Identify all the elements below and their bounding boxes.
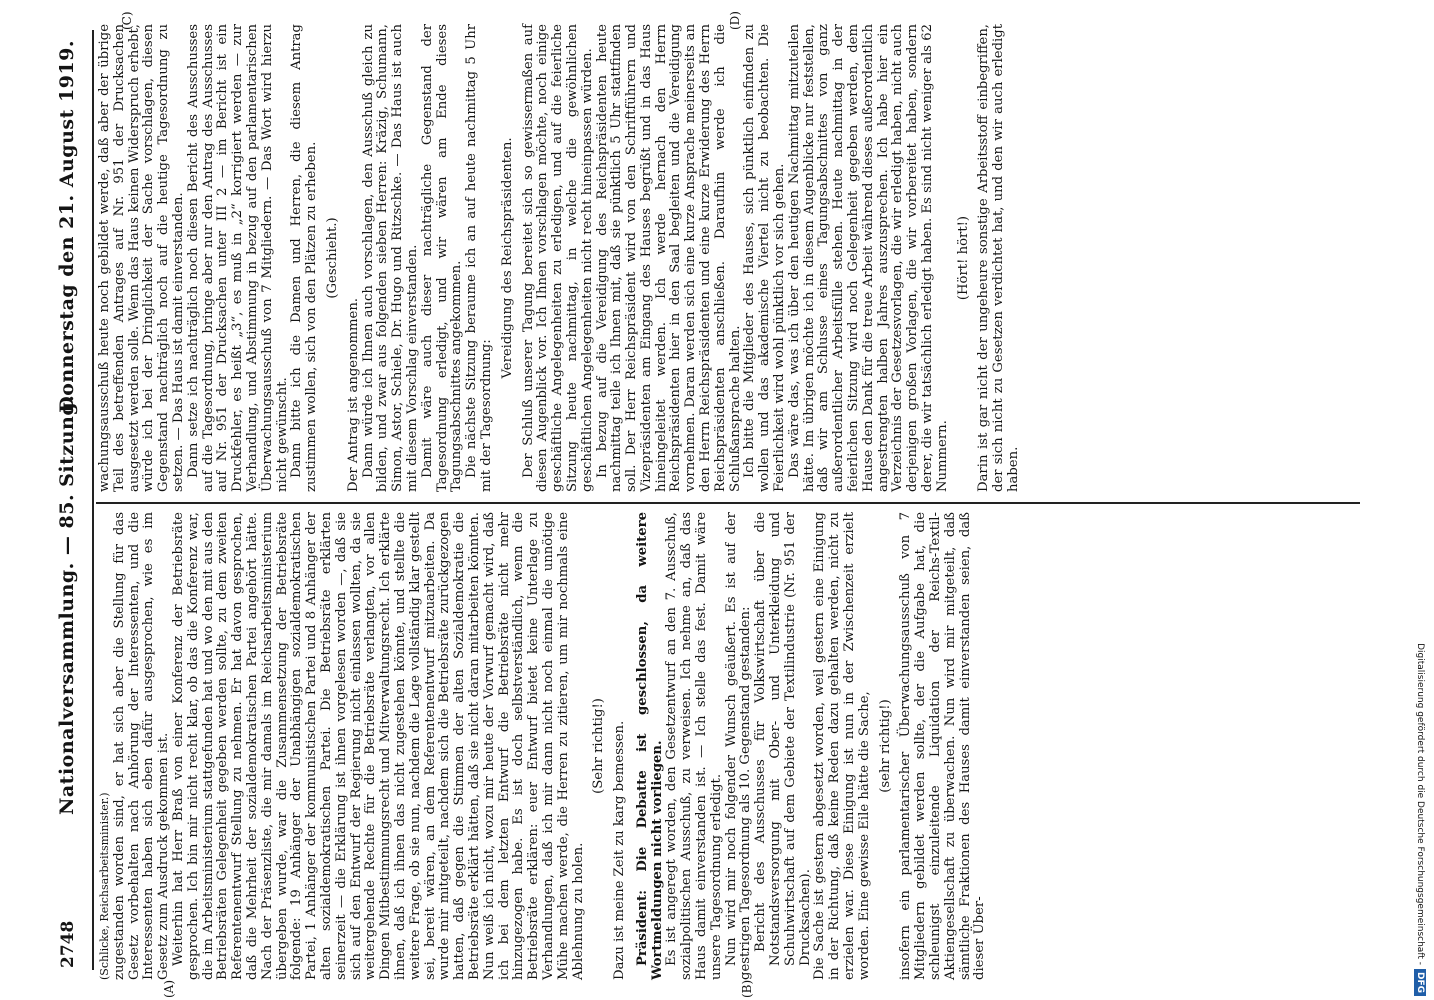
paragraph: insofern ein parlamentarischer Überwachungsausschuß von 7 Mitgliedern gebildet werden sollte, der die Aufgabe hat, die schleunigst einzuleitende Liquidation der Reichs-Textil-Aktiengesellschaft zu überwachen. Nun wird mir mitgeteilt, daß sämtliche Fraktionen des Hauses damit einverstanden seien, daß dieser Über- <box>898 512 988 980</box>
marginal-d: (D) <box>728 11 742 30</box>
marginal-c: (C) <box>120 11 134 30</box>
paragraph: Das wäre das, was ich über den heutigen Nachmittag mitzuteilen hätte. Im übrigen möchte ich in diesem Augenblicke nur feststellen, daß wir am Schlusse eines Tagungsabschnittes von ganz außerordentlicher Arbeitsfülle stehen. Heute nachmittag in der feierlichen Sitzung wird noch Gelegenheit gegeben werden, dem Hause den Dank für die treue Arbeit während dieses außerordentlich angestrengten halben Jahres auszusprechen. Ich habe hier ein Verzeichnis der Gesetzesvorlagen, die wir erledigt haben, nicht auch derjenigen großen Vorlagen, die wir vorbereitet haben, sondern derer, die wir tatsächlich erledigt haben. Es sind nicht weniger als 62 Nummern. <box>786 24 950 492</box>
paragraph: Es ist angeregt worden, den Gesetzentwurf an den 7. Ausschuß, sozialpolitischen Ausschuß, zu verweisen. Ich nehme an, daß das Haus damit einverstanden ist. — Ich stelle das fest. Damit wäre unsere Tagesordnung erledigt. <box>664 512 724 980</box>
page-number: 2748 <box>58 920 78 968</box>
session-date: Donnerstag den 21. August 1919. <box>56 40 78 413</box>
speaker-note: (Schlicke, Reichsarbeitsminister.) <box>98 792 111 980</box>
credit-text: Digitalisierung gefördert durch die Deutsche Forschungsgemeinschaft - <box>1415 643 1425 965</box>
right-column <box>98 24 1022 492</box>
page-header <box>52 10 88 990</box>
agenda-item: Vereidigung des Reichspräsidenten. <box>499 137 515 379</box>
paragraph: Dann bitte ich die Damen und Herren, die diesem Antrag zustimmen wollen, sich von den Plätzen zu erheben. <box>289 24 320 492</box>
dfg-logo: DFG <box>1414 969 1426 996</box>
paragraph: Nun wird mir noch folgender Wunsch geäußert. Es ist auf der gestrigen Tagesordnung als 10. Gegenstand gestanden: <box>723 512 754 980</box>
paragraph: Der Schluß unserer Tagung bereitet sich so gewissermaßen auf diesen Augenblick vor. Ich Ihnen vorschlagen möchte, noch einige geschäftliche Angelegenheiten zu erledigen, und auf die feierliche Sitzung heute nachmittag, in welche die gewöhnlichen geschäftlichen Angelegenheiten nicht recht hineinpassen würden. <box>520 24 595 492</box>
paragraph: Der Antrag ist angenommen. <box>345 297 361 492</box>
interjection: (Hört! hört!) <box>955 215 971 301</box>
header-rule <box>92 30 94 970</box>
running-title: Nationalversammlung. — 85. Sitzung. <box>56 394 78 815</box>
paragraph: Ich bitte die Mitglieder des Hauses, sich pünktlich einfinden zu wollen und das akademische Viertel nicht zu beobachten. Die Feierlichkeit wird wohl pünktlich vor sich gehen. <box>742 24 788 492</box>
paragraph: Dann setze ich nachträglich noch diesen Bericht des Ausschusses auf die Tagesordnung, bringe aber nur den Antrag des Ausschusses auf Nr. 951 der Drucksachen unter III 2 — im Bericht ist ein Druckfehler, es heißt „3“, es muß in „2“ korrigiert werden — zur Verhandlung, und Abstimmung in bezug auf den parlamentarischen Überwachungsausschuß von 7 Mitgliedern. — Das Wort wird hierzu nicht gewünscht. <box>185 24 290 492</box>
interjection: (Sehr richtig!) <box>591 698 607 794</box>
paragraph: Darin ist gar nicht der ungeheure sonstige Arbeitsstoff einbegriffen, der sich nicht zu Gesetzen verdichtet hat, und den wir auch erledigt haben. <box>976 24 1022 492</box>
agenda-item: Bericht des Ausschusses für Volkswirtschaft über die Notstandsversorgung mit Ober- und Unterkleidung und Schuhwirtschaft auf dem Gebiete der Textilindustrie (Nr. 951 der Drucksachen). <box>753 512 813 966</box>
president-statement: Präsident: Die Debatte ist geschlossen, da weitere Wortmeldungen nicht vorliegen. <box>634 512 665 980</box>
paragraph: wachungsausschuß heute noch gebildet werde, daß aber der übrige Teil des betreffenden Antrages auf Nr. 951 der Drucksachen ausgesetzt werden solle. Wenn das Haus keinen Widerspruch erhebt, würde ich bei der Dringlichkeit der Sache vorschlagen, diesen Gegenstand nachträglich noch auf die heutige Tagesordnung zu setzen. — Das Haus ist damit einverstanden. <box>97 24 186 492</box>
paragraph: Dazu ist meine Zeit zu karg bemessen. <box>612 720 628 980</box>
interjection: (Geschieht.) <box>324 217 340 299</box>
credit-line <box>1411 6 1429 996</box>
paragraph: Dann würde ich Ihnen auch vorschlagen, den Ausschuß gleich zu bilden, und zwar aus folgenden sieben Herren: Kräzig, Schumann, Simon, Astor, Schiele, Dr. Hugo und Ritzschke. — Das Haus ist auch mit diesem Vorschlag einverstanden. <box>360 24 420 492</box>
paragraph: Die nächste Sitzung beraume ich an auf heute nachmittag 5 Uhr mit der Tagesordnung: <box>464 24 494 492</box>
paragraph: Damit wäre auch dieser nachträgliche Gegenstand der Tagesordnung erledigt, und wir wären am Ende dieses Tagungsabschnittes angekommen. <box>419 24 465 492</box>
left-column <box>98 512 988 980</box>
marginal-a: (A) <box>162 979 176 998</box>
column-divider <box>96 502 1360 504</box>
paragraph: In bezug auf die Vereidigung des Reichspräsidenten heute nachmittag teile ich Ihnen mit, daß sie pünktlich 5 Uhr stattfinden soll. Der Herr Reichspräsident wird von den Schriftführern und Vizepräsidenten am Eingang des Hauses begrüßt und in das Haus hineingeleitet werden. Ich werde hernach den Herrn Reichspräsidenten hier in den Saal begleiten und die Vereidigung vornehmen. Daran werden sich eine kurze Ansprache meinerseits an den Herrn Reichspräsidenten und eine kurze Erwiderung des Herrn Reichspräsidenten anschließen. Daraufhin werde ich die Schlußansprache halten. <box>594 24 743 492</box>
digitization-credit <box>1410 6 1428 996</box>
interjection: (sehr richtig!) <box>877 699 893 793</box>
paragraph: Die Sache ist gestern abgesetzt worden, weil gestern eine Einigung in der Richtung, daß keine Reden dazu gehalten werden, nicht zu erzielen war. Diese Einigung ist nun in der Zwischenzeit erzielt worden. Eine gewisse Eile hätte die Sache, <box>812 512 872 980</box>
paragraph: Weiterhin hat Herr Braß von einer Konferenz der Betriebsräte gesprochen. Ich bin mir nicht recht klar, ob das die Konferenz war, die im Arbeitsministerium stattgefunden hat und wo den mit aus den Betriebsräten Gelegenheit gegeben werden sollte, zu dem zweiten Referentenentwurf Stellung zu nehmen. Er hat davon gesprochen, daß die Mehrheit der sozialdemokratischen Partei angehört hätte. Nach der Präsenzliste, die mir damals im Reichsarbeitsministerium übergeben wurde, war die Zusammensetzung der Betriebsräte folgende: 19 Anhänger der Unabhängigen sozialdemokratischen Partei, 1 Anhänger der kommunistischen Partei und 8 Anhänger der alten sozialdemokratischen Partei. Die Betriebsräte erklärten seinerzeit — die Erklärung ist ihnen vorgelesen worden —, daß sie sich auf den Entwurf der Regierung nicht einlassen wollten, da sie weitergehende Rechte für die Betriebsräte verlangten, vor allen Dingen Mitbestimmungsrecht und Mitverwaltungsrecht. Ich erklärte ihnen, daß ich ihnen das nicht zugestehen könnte, und stellte die weitere Frage, ob sie nun, nachdem die Lage vollständig klar gestellt sei, bereit wären, an dem Referentenentwurf mitzuarbeiten. Da wurde mir mitgeteilt, nachdem sich die Betriebsräte zurückgezogen hatten, daß gegen die Stimmen der alten Sozialdemokratie die Betriebsräte erklärt hätten, daß sie nicht daran mitarbeiten könnten. Nun weiß ich nicht, wozu mir heute der Vorwurf gemacht wird, daß ich bei dem letzten Entwurf die Betriebsräte nicht mehr hinzugezogen habe. Es ist doch selbstverständlich, wenn die Betriebsräte erklären: euer Entwurf bietet keine Unterlage zu Verhandlungen, daß ich mir dann nicht noch einmal die unnötige Mühe machen werde, die Herren zu zitieren, um mir nochmals eine Ablehnung zu holen. <box>170 512 586 980</box>
marginal-b: (B) <box>740 979 754 998</box>
paragraph: zugestanden worden sind, er hat sich aber die Stellung für das Gesetz vorbehalten nach Anhörung der Interessenten, und die Interessenten haben sich eben dafür ausgesprochen, wie es im Gesetz zum Ausdruck gekommen ist. <box>111 512 172 980</box>
